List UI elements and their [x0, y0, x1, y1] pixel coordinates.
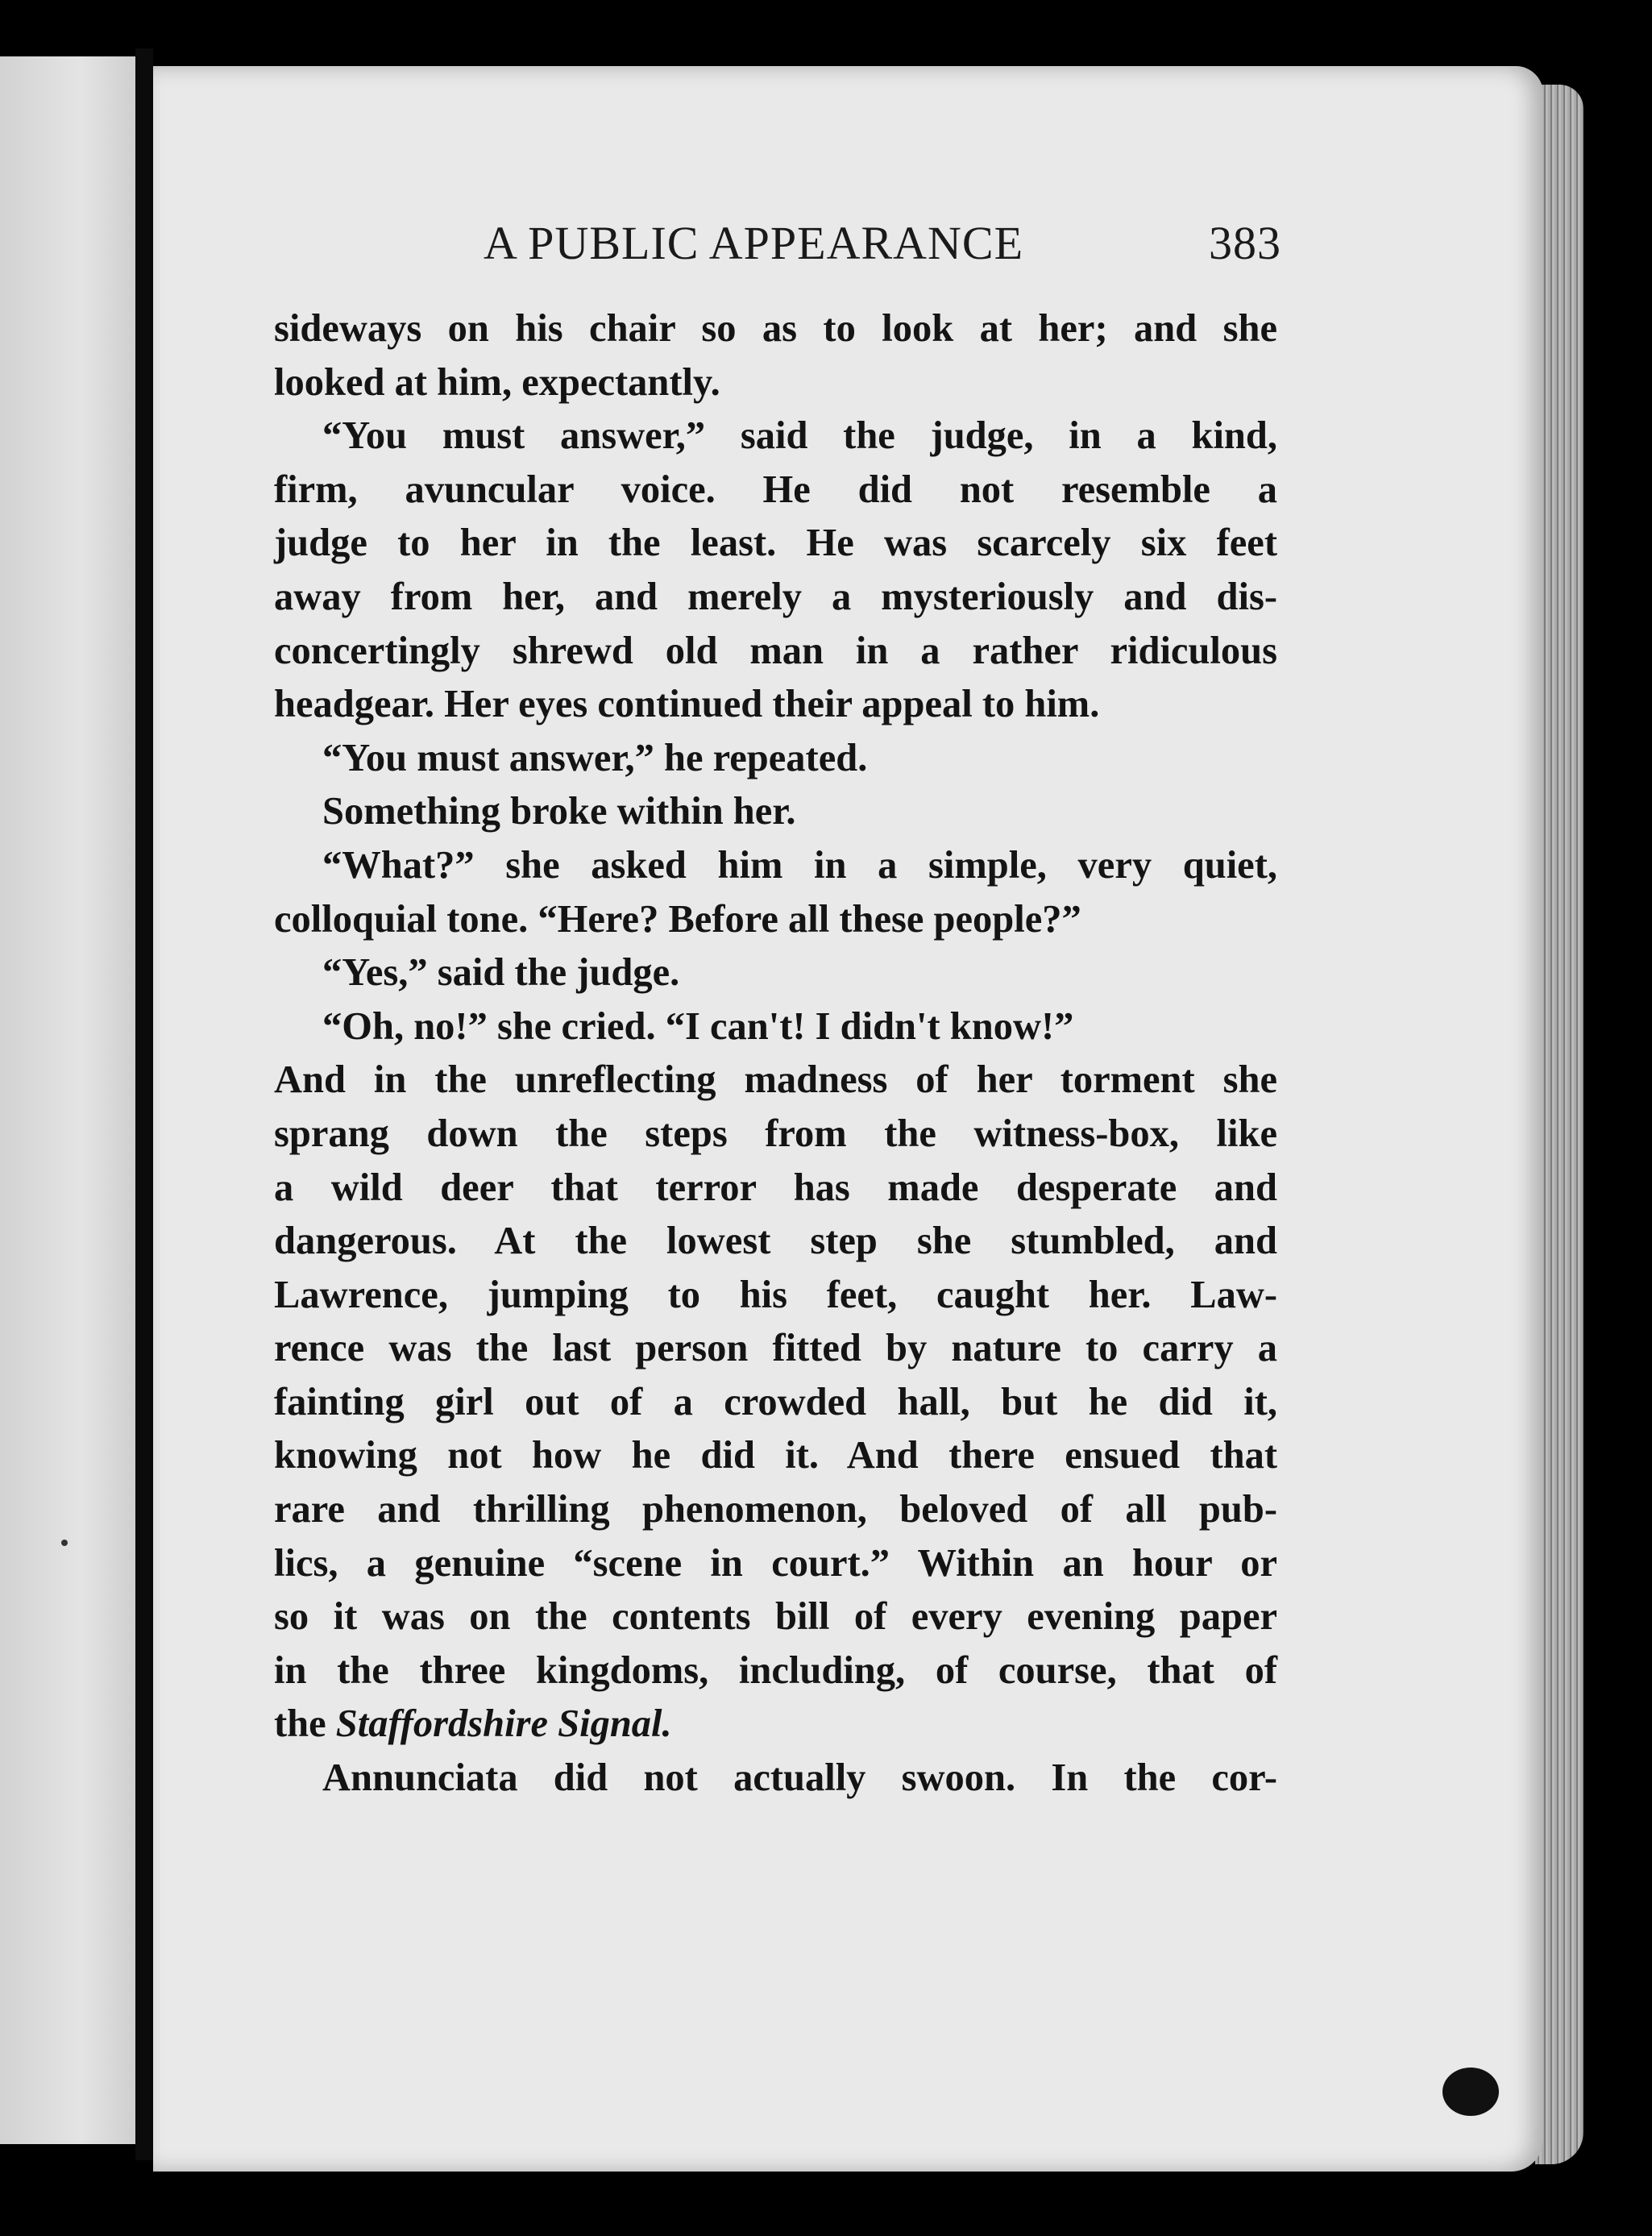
text-line: headgear. Her eyes continued their appeal to him. [274, 683, 1100, 726]
text-line: lics, a genuine “scene in court.” Within an hour or [274, 1541, 1277, 1585]
text-line: Lawrence, jumping to his feet, caught her. Law- [274, 1273, 1277, 1316]
text-line: dangerous. At the lowest step she stumbled, and [274, 1220, 1277, 1263]
text-line [274, 1698, 1277, 1752]
text-line: “Oh, no!” she cried. “I can't! I didn't know!” [322, 1004, 1074, 1048]
text-line: knowing not how he did it. And there ensued that [274, 1434, 1277, 1478]
ink-speck [61, 1540, 68, 1546]
text-line: “You must answer,” said the judge, in a kind, [322, 414, 1277, 458]
text-line: judge to her in the least. He was scarcely six feet [274, 522, 1277, 565]
text-line: “You must answer,” he repeated. [322, 736, 868, 779]
text-line: concertingly shrewd old man in a rather ridiculous [274, 629, 1277, 672]
text-run: the [274, 1702, 336, 1746]
text-line: rare and thrilling phenomenon, beloved of all pub- [274, 1488, 1277, 1532]
text-line: rence was the last person fitted by nature to carry a [274, 1327, 1277, 1370]
text-line: fainting girl out of a crowded hall, but he did it, [274, 1380, 1277, 1423]
text-line: sideways on his chair so as to look at her; and she [274, 307, 1277, 350]
text-line: in the three kingdoms, including, of course, that of [274, 1648, 1277, 1692]
page-number: 383 [1209, 217, 1281, 269]
text-line: Something broke within her. [322, 790, 796, 833]
text-line: looked at him, expectantly. [274, 360, 720, 404]
ink-blot [1442, 2068, 1499, 2116]
book-gutter [135, 48, 153, 2160]
text-line: “Yes,” said the judge. [322, 951, 680, 995]
text-line: so it was on the contents bill of every evening paper [274, 1595, 1277, 1639]
text-line: colloquial tone. “Here? Before all these people?” [274, 897, 1081, 941]
text-line: firm, avuncular voice. He did not resemble a [274, 468, 1277, 511]
body-text [274, 302, 1277, 1806]
text-line: Annunciata did not actually swoon. In the cor- [322, 1756, 1277, 1800]
text-line: “What?” she asked him in a simple, very quiet, [322, 843, 1277, 887]
italic-title: Staffordshire Signal. [335, 1702, 672, 1746]
facing-page-edge [0, 56, 135, 2144]
text-line: away from her, and merely a mysteriously and dis- [274, 575, 1277, 618]
text-line: sprang down the steps from the witness-box, like [274, 1112, 1277, 1155]
text-line: And in the unreflecting madness of her torment she [274, 1058, 1277, 1102]
text-line: a wild deer that terror has made desperate and [274, 1166, 1277, 1209]
running-title: A PUBLIC APPEARANCE [484, 217, 1024, 269]
